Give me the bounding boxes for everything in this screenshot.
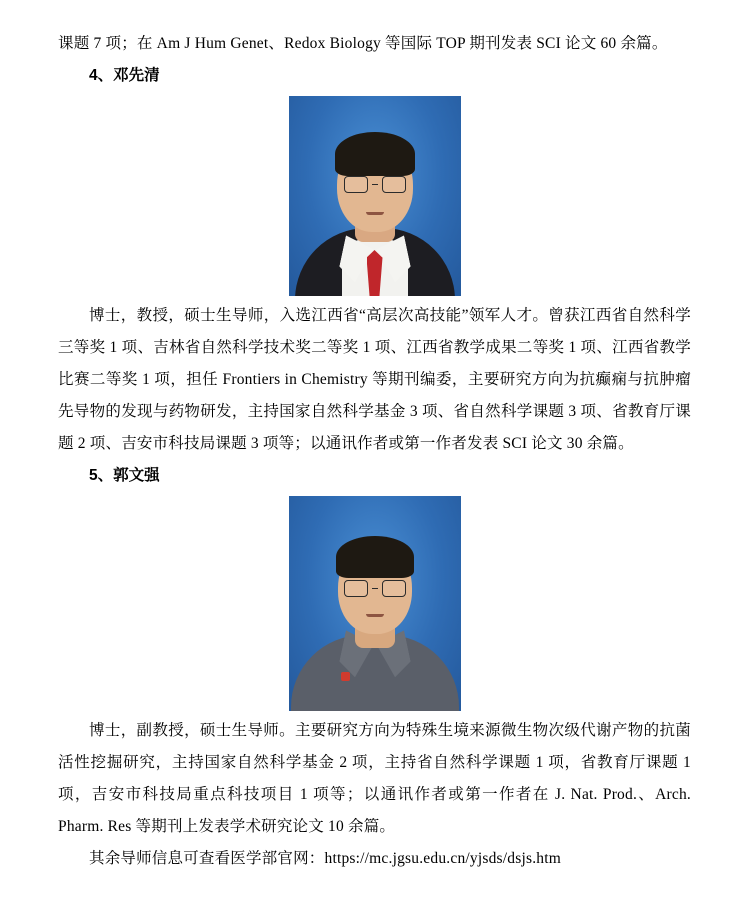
advisor-5-bio: 博士，副教授，硕士生导师。主要研究方向为特殊生境来源微生物次级代谢产物的抗菌活性挖掘研究，主持国家自然科学基金 2 项，主持省自然科学课题 1 项，省教育厅课题 1 项，吉安市科技局重点科技项目 1 项等；以通讯作者或第一作者在 J. Nat. Prod.、Arch. Pharm. Res 等期刊上发表学术研究论文 10 余篇。 <box>58 722 691 835</box>
lens-right <box>382 176 406 193</box>
glasses-bridge <box>372 184 378 186</box>
advisor-4-heading: 4、邓先清 <box>89 67 160 84</box>
medical-school-website-link[interactable]: https://mc.jgsu.edu.cn/yjsds/dsjs.htm <box>324 850 561 867</box>
mouth <box>366 614 384 617</box>
advisor-5-portrait-photo <box>289 496 461 711</box>
paragraph-top-continued: 课题 7 项；在 Am J Hum Genet、Redox Biology 等国际 TOP 期刊发表 SCI 论文 60 余篇。 <box>58 35 668 52</box>
hair <box>335 132 415 176</box>
advisor-4-bio: 博士，教授，硕士生导师，入选江西省“高层次高技能”领军人才。曾获江西省自然科学三等奖 1 项、吉林省自然科学技术奖二等奖 1 项、江西省教学成果二等奖 1 项、江西省教学比赛二等奖 1 项，担任 Frontiers in Chemistry 等期刊编委，主要研究方向为抗癫痫与抗肿瘤先导物的发现与药物研发，主持国家自然科学基金 3 项、省自然科学课题 3 项、省教育厅课题 2 项、吉安市科技局课题 3 项等；以通讯作者或第一作者发表 SCI 论文 30 余篇。 <box>58 307 691 452</box>
lens-right <box>382 580 406 597</box>
hair <box>336 536 414 578</box>
party-emblem-badge <box>341 672 350 681</box>
eyeglasses <box>344 176 406 193</box>
footer-note-text: 其余导师信息可查看医学部官网： <box>89 850 325 867</box>
advisor-5-photo-wrap <box>58 496 691 711</box>
eyeglasses <box>344 580 406 597</box>
mouth <box>366 212 384 215</box>
advisor-4-portrait-photo <box>289 96 461 296</box>
advisor-5-heading: 5、郭文强 <box>89 467 160 484</box>
lens-left <box>344 580 368 597</box>
glasses-bridge <box>372 588 378 590</box>
advisor-4-photo-wrap <box>58 96 691 296</box>
lens-left <box>344 176 368 193</box>
footer-note <box>58 843 691 875</box>
